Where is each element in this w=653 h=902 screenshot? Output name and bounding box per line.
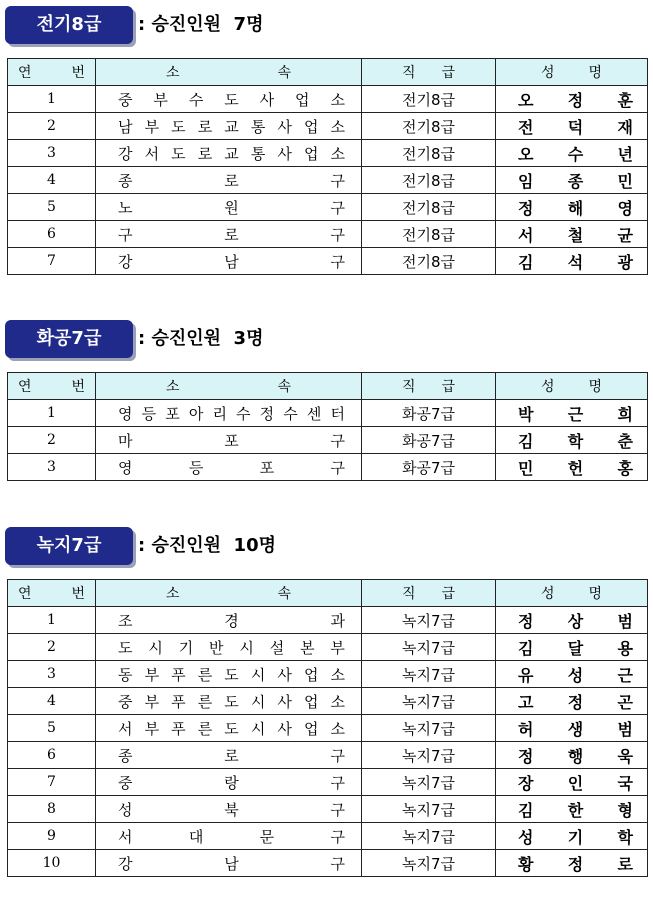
cell-affiliation <box>96 607 362 634</box>
cell-no: 6 <box>8 221 96 248</box>
cell-grade: 전기8급 <box>362 113 496 140</box>
table-row <box>8 715 648 742</box>
name-text: 정 해 영 <box>518 198 633 218</box>
table-row <box>8 194 648 221</box>
header-affiliation <box>96 59 362 86</box>
name-text: 유 성 근 <box>518 665 633 685</box>
header-no-label: 연 번 <box>18 379 85 395</box>
cell-grade: 녹지7급 <box>362 823 496 850</box>
cell-name <box>496 769 648 796</box>
cell-affiliation <box>96 454 362 481</box>
cell-no: 10 <box>8 850 96 877</box>
header-grade <box>362 373 496 400</box>
promotion-table <box>7 579 648 877</box>
cell-no: 3 <box>8 661 96 688</box>
section-badge: 녹지7급 <box>5 527 133 565</box>
cell-no: 1 <box>8 400 96 427</box>
table-row <box>8 427 648 454</box>
affiliation-text: 동 부 푸 른 도 시 사 업 소 <box>118 665 345 684</box>
table-header-row <box>8 580 648 607</box>
name-text: 성 기 학 <box>518 827 633 847</box>
cell-grade: 화공7급 <box>362 427 496 454</box>
cell-affiliation <box>96 248 362 275</box>
table-row <box>8 661 648 688</box>
affiliation-text: 영 등 포 구 <box>118 458 345 477</box>
cell-name <box>496 850 648 877</box>
header-grade <box>362 580 496 607</box>
cell-grade: 녹지7급 <box>362 688 496 715</box>
table-header-row <box>8 59 648 86</box>
affiliation-text: 마 포 구 <box>118 431 345 450</box>
cell-name <box>496 248 648 275</box>
affiliation-text: 강 남 구 <box>118 854 345 873</box>
table-row <box>8 86 648 113</box>
cell-no: 7 <box>8 248 96 275</box>
header-no <box>8 373 96 400</box>
name-text: 허 생 범 <box>518 719 633 739</box>
cell-affiliation <box>96 194 362 221</box>
header-name-label: 성 명 <box>541 379 602 395</box>
table-row <box>8 607 648 634</box>
name-text: 김 석 광 <box>518 252 633 272</box>
cell-affiliation <box>96 221 362 248</box>
name-text: 오 수 년 <box>518 144 633 164</box>
cell-name <box>496 688 648 715</box>
cell-affiliation <box>96 140 362 167</box>
section-badge: 화공7급 <box>5 320 133 358</box>
table-row <box>8 400 648 427</box>
header-no <box>8 59 96 86</box>
affiliation-text: 중 랑 구 <box>118 773 345 792</box>
header-affiliation <box>96 580 362 607</box>
cell-no: 3 <box>8 454 96 481</box>
name-text: 전 덕 재 <box>518 117 633 137</box>
header-name-label: 성 명 <box>541 65 602 81</box>
cell-name <box>496 221 648 248</box>
cell-no: 5 <box>8 715 96 742</box>
affiliation-text: 도 시 기 반 시 설 본 부 <box>118 638 345 657</box>
cell-name <box>496 194 648 221</box>
cell-affiliation <box>96 400 362 427</box>
table-row <box>8 167 648 194</box>
cell-grade: 녹지7급 <box>362 850 496 877</box>
table-row <box>8 140 648 167</box>
cell-affiliation <box>96 113 362 140</box>
header-name <box>496 373 648 400</box>
cell-no: 7 <box>8 769 96 796</box>
name-text: 박 근 희 <box>518 404 633 424</box>
cell-affiliation <box>96 742 362 769</box>
header-affiliation-label: 소 속 <box>166 379 291 395</box>
header-no-label: 연 번 <box>18 586 85 602</box>
cell-name <box>496 427 648 454</box>
name-text: 고 정 곤 <box>518 692 633 712</box>
cell-grade: 전기8급 <box>362 221 496 248</box>
affiliation-text: 조 경 과 <box>118 611 345 630</box>
affiliation-text: 중 부 수 도 사 업 소 <box>118 90 345 109</box>
name-text: 정 행 욱 <box>518 746 633 766</box>
affiliation-text: 구 로 구 <box>118 225 345 244</box>
cell-affiliation <box>96 688 362 715</box>
cell-name <box>496 86 648 113</box>
header-affiliation-label: 소 속 <box>166 65 291 81</box>
section-title: : 승진인원 7명 <box>138 14 264 35</box>
affiliation-text: 서 대 문 구 <box>118 827 345 846</box>
cell-no: 2 <box>8 634 96 661</box>
cell-name <box>496 454 648 481</box>
name-text: 오 정 훈 <box>518 90 633 110</box>
cell-grade: 녹지7급 <box>362 796 496 823</box>
header-no-label: 연 번 <box>18 65 85 81</box>
cell-affiliation <box>96 167 362 194</box>
header-grade-label: 직 급 <box>402 586 455 602</box>
cell-no: 2 <box>8 113 96 140</box>
cell-grade: 녹지7급 <box>362 634 496 661</box>
affiliation-text: 서 부 푸 른 도 시 사 업 소 <box>118 719 345 738</box>
name-text: 김 달 용 <box>518 638 633 658</box>
header-affiliation-label: 소 속 <box>166 586 291 602</box>
cell-grade: 녹지7급 <box>362 661 496 688</box>
cell-no: 1 <box>8 86 96 113</box>
cell-grade: 화공7급 <box>362 400 496 427</box>
cell-grade: 화공7급 <box>362 454 496 481</box>
promotion-table <box>7 372 648 481</box>
name-text: 김 한 형 <box>518 800 633 820</box>
table-row <box>8 113 648 140</box>
table-row <box>8 454 648 481</box>
affiliation-text: 종 로 구 <box>118 171 345 190</box>
section-title: : 승진인원 3명 <box>138 328 264 349</box>
header-affiliation <box>96 373 362 400</box>
table-row <box>8 796 648 823</box>
header-name <box>496 59 648 86</box>
cell-affiliation <box>96 823 362 850</box>
affiliation-text: 성 북 구 <box>118 800 345 819</box>
name-text: 서 철 균 <box>518 225 633 245</box>
cell-grade: 녹지7급 <box>362 742 496 769</box>
affiliation-text: 강 남 구 <box>118 252 345 271</box>
table-row <box>8 248 648 275</box>
cell-name <box>496 167 648 194</box>
section-title: : 승진인원 10명 <box>138 535 276 556</box>
name-text: 황 정 로 <box>518 854 633 874</box>
table-row <box>8 634 648 661</box>
affiliation-text: 영 등 포 아 리 수 정 수 센 터 <box>118 404 345 423</box>
affiliation-text: 종 로 구 <box>118 746 345 765</box>
cell-name <box>496 634 648 661</box>
name-text: 임 종 민 <box>518 171 633 191</box>
cell-name <box>496 661 648 688</box>
name-text: 장 인 국 <box>518 773 633 793</box>
name-text: 김 학 춘 <box>518 431 633 451</box>
cell-name <box>496 400 648 427</box>
cell-affiliation <box>96 86 362 113</box>
cell-no: 1 <box>8 607 96 634</box>
cell-no: 6 <box>8 742 96 769</box>
cell-affiliation <box>96 634 362 661</box>
cell-grade: 전기8급 <box>362 167 496 194</box>
cell-name <box>496 607 648 634</box>
cell-affiliation <box>96 661 362 688</box>
cell-no: 5 <box>8 194 96 221</box>
affiliation-text: 중 부 푸 른 도 시 사 업 소 <box>118 692 345 711</box>
name-text: 민 헌 홍 <box>518 458 633 478</box>
affiliation-text: 노 원 구 <box>118 198 345 217</box>
cell-affiliation <box>96 850 362 877</box>
table-row <box>8 742 648 769</box>
cell-no: 2 <box>8 427 96 454</box>
section-badge: 전기8급 <box>5 6 133 44</box>
table-row <box>8 769 648 796</box>
cell-name <box>496 796 648 823</box>
table-header-row <box>8 373 648 400</box>
table-row <box>8 688 648 715</box>
cell-name <box>496 113 648 140</box>
cell-grade: 전기8급 <box>362 194 496 221</box>
cell-name <box>496 140 648 167</box>
cell-no: 8 <box>8 796 96 823</box>
cell-affiliation <box>96 769 362 796</box>
header-no <box>8 580 96 607</box>
promotion-table <box>7 58 648 275</box>
cell-no: 9 <box>8 823 96 850</box>
cell-name <box>496 715 648 742</box>
cell-affiliation <box>96 796 362 823</box>
cell-grade: 녹지7급 <box>362 715 496 742</box>
cell-name <box>496 823 648 850</box>
cell-grade: 전기8급 <box>362 140 496 167</box>
cell-grade: 녹지7급 <box>362 607 496 634</box>
header-grade <box>362 59 496 86</box>
cell-grade: 전기8급 <box>362 248 496 275</box>
cell-no: 4 <box>8 688 96 715</box>
header-name-label: 성 명 <box>541 586 602 602</box>
table-row <box>8 850 648 877</box>
affiliation-text: 남 부 도 로 교 통 사 업 소 <box>118 117 345 136</box>
cell-affiliation <box>96 427 362 454</box>
header-name <box>496 580 648 607</box>
table-row <box>8 221 648 248</box>
cell-grade: 전기8급 <box>362 86 496 113</box>
cell-affiliation <box>96 715 362 742</box>
cell-grade: 녹지7급 <box>362 769 496 796</box>
affiliation-text: 강 서 도 로 교 통 사 업 소 <box>118 144 345 163</box>
cell-no: 4 <box>8 167 96 194</box>
header-grade-label: 직 급 <box>402 379 455 395</box>
table-row <box>8 823 648 850</box>
cell-name <box>496 742 648 769</box>
header-grade-label: 직 급 <box>402 65 455 81</box>
name-text: 정 상 범 <box>518 611 633 631</box>
cell-no: 3 <box>8 140 96 167</box>
